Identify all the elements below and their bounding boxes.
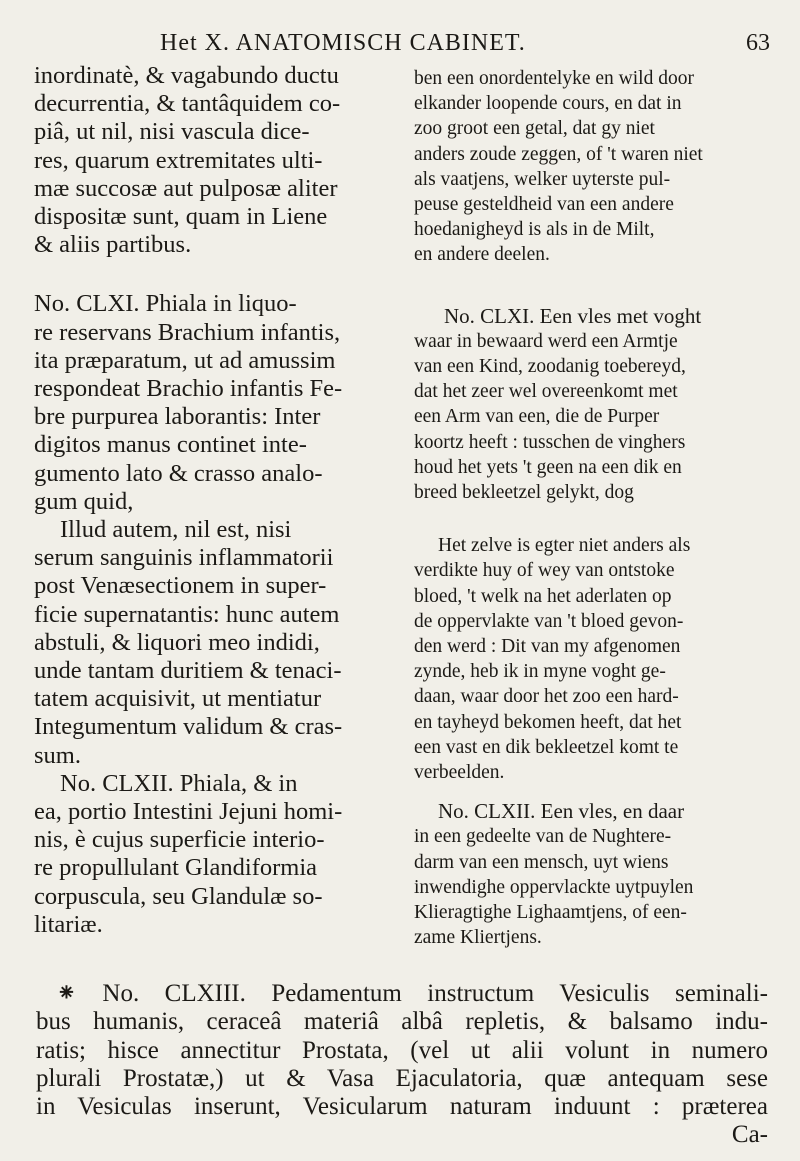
text-line: ita præparatum, ut ad amussim: [34, 346, 336, 374]
dutch-column: [414, 66, 766, 951]
text-line: een Arm van een, die de Purper: [414, 406, 660, 428]
dutch-paragraph-het-zelve: [414, 533, 766, 785]
text-line: verdikte huy of wey van ontstoke: [414, 560, 675, 582]
text-line: ficie supernatantis: hunc autem: [34, 600, 340, 628]
text-line: gum quid,: [34, 487, 134, 515]
text-line: plurali Prostatæ,) ut & Vasa Ejaculatoria, quæ antequam sese: [36, 1064, 768, 1092]
text-line: breed bekleetzel gelykt, dog: [414, 482, 634, 504]
text-line: corpuscula, seu Glandulæ so-: [34, 882, 323, 910]
text-line: den werd : Dit van my afgenomen: [414, 636, 681, 658]
text-line: anders zoude zeggen, of 't waren niet: [414, 143, 703, 165]
text-line: Klieragtighe Lighaamtjens, of een-: [414, 902, 687, 924]
text-line: serum sanguinis inflammatorii: [34, 544, 334, 572]
text-line: ea, portio Intestini Jejuni homi-: [34, 798, 343, 826]
text-line: unde tantam duritiem & tenaci-: [34, 657, 342, 685]
text-line: mæ succosæ aut pulposæ aliter: [34, 174, 338, 202]
text-line: in een gedeelte van de Nughtere-: [414, 826, 672, 848]
entry-clxiii: [36, 980, 768, 1150]
latin-entry-clxii: [34, 770, 382, 939]
dutch-paragraph-1: [414, 66, 766, 268]
text-line: res, quarum extremitates ulti-: [34, 146, 323, 174]
text-line: respondeat Brachio infantis Fe-: [34, 375, 343, 403]
text-line: bloed, 't welk na het aderlaten op: [414, 585, 672, 607]
text-line: koortz heeft : tusschen de vinghers: [414, 431, 686, 453]
dutch-entry-clxii: [414, 799, 766, 950]
text-line: ben een onordentelyke en wild door: [414, 68, 694, 89]
text-line: gumento lato & crasso analo-: [34, 459, 323, 487]
text-line: ⁕ No. CLXIII. Pedamentum instructum Vesiculis seminali-: [56, 980, 768, 1007]
text-line: en andere deelen.: [414, 244, 550, 266]
text-line: tatem acquisivit, ut mentiatur: [34, 685, 322, 713]
latin-paragraph-1: [34, 62, 382, 259]
text-line: decurrentia, & tantâquidem co-: [34, 90, 341, 118]
text-line: inordinatè, & vagabundo ductu: [34, 62, 339, 89]
text-line: als vaatjens, welker uyterste pul-: [414, 168, 671, 190]
text-line: elkander loopende cours, en dat in: [414, 93, 682, 115]
text-line: ratis; hisce annectitur Prostata, (vel ut alii volunt in numero: [36, 1036, 768, 1064]
text-line: een vast en dik bekleetzel komt te: [414, 736, 679, 758]
text-line: Het zelve is egter niet anders als: [438, 535, 691, 557]
text-line: post Venæsectionem in super-: [34, 572, 327, 600]
latin-column: [34, 62, 382, 939]
text-line: digitos manus continet inte-: [34, 431, 307, 459]
text-line: sum.: [34, 741, 81, 769]
latin-entry-clxi: [34, 290, 382, 516]
text-line: peuse gesteldheid van een andere: [414, 194, 674, 216]
text-line: No. CLXII. Phiala, & in: [60, 769, 298, 797]
text-line: No. CLXI. Een vles met voght: [444, 303, 702, 328]
text-line: bre purpurea laborantis: Inter: [34, 403, 321, 431]
text-line: zoo groot een getal, dat gy niet: [414, 118, 655, 140]
text-line: & aliis partibus.: [34, 231, 192, 259]
text-line: bus humanis, ceraceâ materiâ albâ repletis, & balsamo indu-: [36, 1008, 768, 1036]
text-line: waar in bewaard werd een Armtje: [414, 330, 678, 352]
text-line: zame Kliertjens.: [414, 927, 542, 949]
text-line: abstuli, & liquori meo indidi,: [34, 628, 320, 656]
text-line: Integumentum validum & cras-: [34, 713, 343, 741]
text-line: dat het zeer wel overeenkomt met: [414, 381, 678, 403]
text-line: nis, è cujus superficie interio-: [34, 826, 325, 854]
text-line: dispositæ sunt, quam in Liene: [34, 203, 328, 231]
text-line: re propullulant Glandiformia: [34, 854, 318, 882]
text-line: piâ, ut nil, nisi vascula dice-: [34, 118, 310, 146]
text-line: houd het yets 't geen na een dik en: [414, 456, 682, 478]
text-line: re reservans Brachium infantis,: [34, 318, 341, 346]
running-title: Het X. ANATOMISCH CABINET.: [160, 30, 526, 56]
text-line: zynde, heb ik in myne voght ge-: [414, 661, 666, 683]
page-number: 63: [746, 30, 770, 56]
catchword: Ca-: [731, 1121, 768, 1149]
text-line: darm van een mensch, uyt wiens: [414, 851, 669, 873]
running-header: [150, 30, 790, 60]
text-line: van een Kind, zoodanig toebereyd,: [414, 356, 686, 378]
text-line: inwendighe oppervlackte uytpuylen: [414, 876, 694, 898]
text-line: Illud autem, nil est, nisi: [60, 516, 292, 544]
text-line: hoedanigheyd is als in de Milt,: [414, 219, 655, 241]
text-line: verbeelden.: [414, 762, 505, 784]
text-line: de oppervlakte van 't bloed gevon-: [414, 610, 684, 632]
text-line: in Vesiculas inserunt, Vesicularum naturam induunt : præterea: [36, 1093, 768, 1121]
text-line: en tayheyd bekomen heeft, dat het: [414, 711, 682, 733]
latin-paragraph-illud: [34, 516, 382, 770]
text-line: No. CLXI. Phiala in liquo-: [34, 290, 297, 318]
dutch-entry-clxi: [414, 304, 766, 506]
text-line: daan, waar door het zoo een hard-: [414, 686, 679, 708]
text-line: litariæ.: [34, 910, 103, 938]
text-line: No. CLXII. Een vles, en daar: [438, 799, 685, 824]
